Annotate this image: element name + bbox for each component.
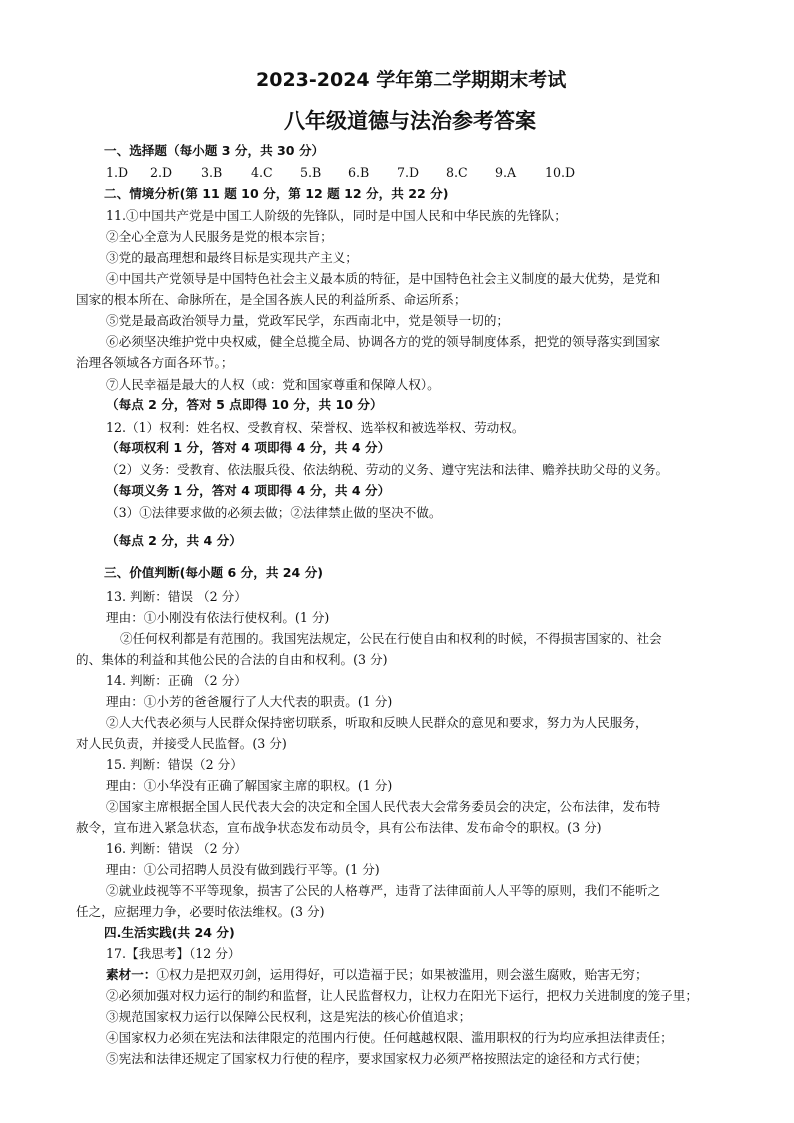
answer-line: ②就业歧视等不平等现象，损害了公民的人格尊严，违背了法律面前人人平等的原则，我们不能听之 <box>106 883 661 898</box>
answer-line: ②必须加强对权力运行的制约和监督，让人民监督权力，让权力在阳光下运行，把权力关进制度的笼子里； <box>106 988 698 1003</box>
document-title: 2023-2024 学年第二学期期末考试 <box>256 69 567 91</box>
material-label: 素材一： <box>106 967 157 982</box>
answer-line: 16. 判断：错误 （2 分） <box>106 841 247 856</box>
answer-line: 13. 判断：错误 （2 分） <box>106 589 247 604</box>
score-note: （每项权利 1 分，答对 4 项即得 4 分，共 4 分） <box>106 440 391 455</box>
section-heading-practice: 四.生活实践(共 24 分) <box>104 925 235 940</box>
choice-answer: 9.A <box>495 165 517 180</box>
section-heading-choice: 一、选择题（每小题 3 分，共 30 分） <box>104 143 325 158</box>
section-heading-scenario: 二、情境分析(第 11 题 10 分，第 12 题 12 分，共 22 分) <box>104 186 449 201</box>
answer-line: 治理各领域各方面各环节。； <box>76 355 234 370</box>
answer-line: ③党的最高理想和最终目标是实现共产主义； <box>106 250 358 265</box>
choice-answer: 2.D <box>150 165 173 180</box>
answer-line: 11.①中国共产党是中国工人阶级的先锋队，同时是中国人民和中华民族的先锋队； <box>106 208 567 223</box>
answer-line: 理由：①小芳的爸爸履行了人大代表的职责。(1 分) <box>106 694 393 709</box>
answer-line: 15. 判断：错误（2 分） <box>106 757 243 772</box>
answer-line: （3）①法律要求做的必须去做；②法律禁止做的坚决不做。 <box>106 505 442 520</box>
answer-line: 对人民负责，并接受人民监督。(3 分) <box>76 736 287 751</box>
choice-answer: 7.D <box>397 165 420 180</box>
question-17-heading: 17.【我思考】（12 分） <box>106 946 241 961</box>
answer-line: 任之，应据理力争，必要时依法维权。(3 分) <box>76 904 325 919</box>
answer-line: 理由：①小刚没有依法行使权利。(1 分) <box>106 610 330 625</box>
choice-answer: 6.B <box>348 165 370 180</box>
answer-line: ②全心全意为人民服务是党的根本宗旨； <box>106 229 333 244</box>
answer-line: 的、集体的利益和其他公民的合法的自由和权利。(3 分) <box>76 652 388 667</box>
answer-line: ④中国共产党领导是中国特色社会主义最本质的特征，是中国特色社会主义制度的最大优势，是党和 <box>106 271 661 286</box>
choice-answer: 3.B <box>201 165 223 180</box>
choice-answer: 10.D <box>545 165 576 180</box>
answer-line: （2）义务：受教育、依法服兵役、依法纳税、劳动的义务、遵守宪法和法律、赡养扶助父母的义务。 <box>106 462 669 477</box>
answer-line: 12.（1）权利：姓名权、受教育权、荣誉权、选举权和被选举权、劳动权。 <box>106 420 525 435</box>
answer-line: 理由：①公司招聘人员没有做到践行平等。(1 分) <box>106 862 380 877</box>
answer-line: ⑤党是最高政治领导力量，党政军民学，东西南北中，党是领导一切的； <box>106 313 509 328</box>
answer-line: 国家的根本所在、命脉所在，是全国各族人民的利益所系、命运所系； <box>76 292 467 307</box>
score-note: （每点 2 分，共 4 分） <box>106 533 242 548</box>
choice-answer: 4.C <box>251 165 273 180</box>
score-note: （每项义务 1 分，答对 4 项即得 4 分，共 4 分） <box>106 483 391 498</box>
choice-answer: 1.D <box>106 165 129 180</box>
answer-line: ⑤宪法和法律还规定了国家权力行使的程序，要求国家权力必须严格按照法定的途径和方式行使； <box>106 1051 648 1066</box>
section-heading-judgement: 三、价值判断(每小题 6 分，共 24 分) <box>104 565 324 580</box>
document-subtitle: 八年级道德与法治参考答案 <box>284 109 536 133</box>
answer-line: ⑦人民幸福是最大的人权（或：党和国家尊重和保障人权）。 <box>106 377 440 392</box>
choice-answer: 5.B <box>300 165 322 180</box>
answer-line: 理由：①小华没有正确了解国家主席的职权。(1 分) <box>106 778 393 793</box>
score-note: （每点 2 分，答对 5 点即得 10 分，共 10 分） <box>106 397 383 412</box>
answer-line: ②人大代表必须与人民群众保持密切联系，听取和反映人民群众的意见和要求，努力为人民服务， <box>106 715 648 730</box>
answer-line: ②国家主席根据全国人民代表大会的决定和全国人民代表大会常务委员会的决定，公布法律，发布特 <box>106 799 661 814</box>
choice-answer: 8.C <box>446 165 468 180</box>
answer-line: ⑥必须坚决维护党中央权威，健全总揽全局、协调各方的党的领导制度体系，把党的领导落实到国家 <box>106 334 661 349</box>
answer-line: ②任何权利都是有范围的。我国宪法规定，公民在行使自由和权利的时候，不得损害国家的、社会 <box>120 631 662 646</box>
answer-line: 赦令，宣布进入紧急状态，宣布战争状态发布动员令，具有公布法律、发布命令的职权。(3 分) <box>76 820 602 835</box>
answer-line: ③规范国家权力运行以保障公民权利，这是宪法的核心价值追求； <box>106 1009 472 1024</box>
material-text: ①权力是把双刃剑，运用得好，可以造福于民；如果被滥用，则会滋生腐败，贻害无穷； <box>156 967 648 982</box>
answer-line <box>106 967 648 983</box>
answer-line: 14. 判断：正确 （2 分） <box>106 673 247 688</box>
answer-line: ④国家权力必须在宪法和法律限定的范围内行使。任何越越权限、滥用职权的行为均应承担法律责任； <box>106 1030 673 1045</box>
